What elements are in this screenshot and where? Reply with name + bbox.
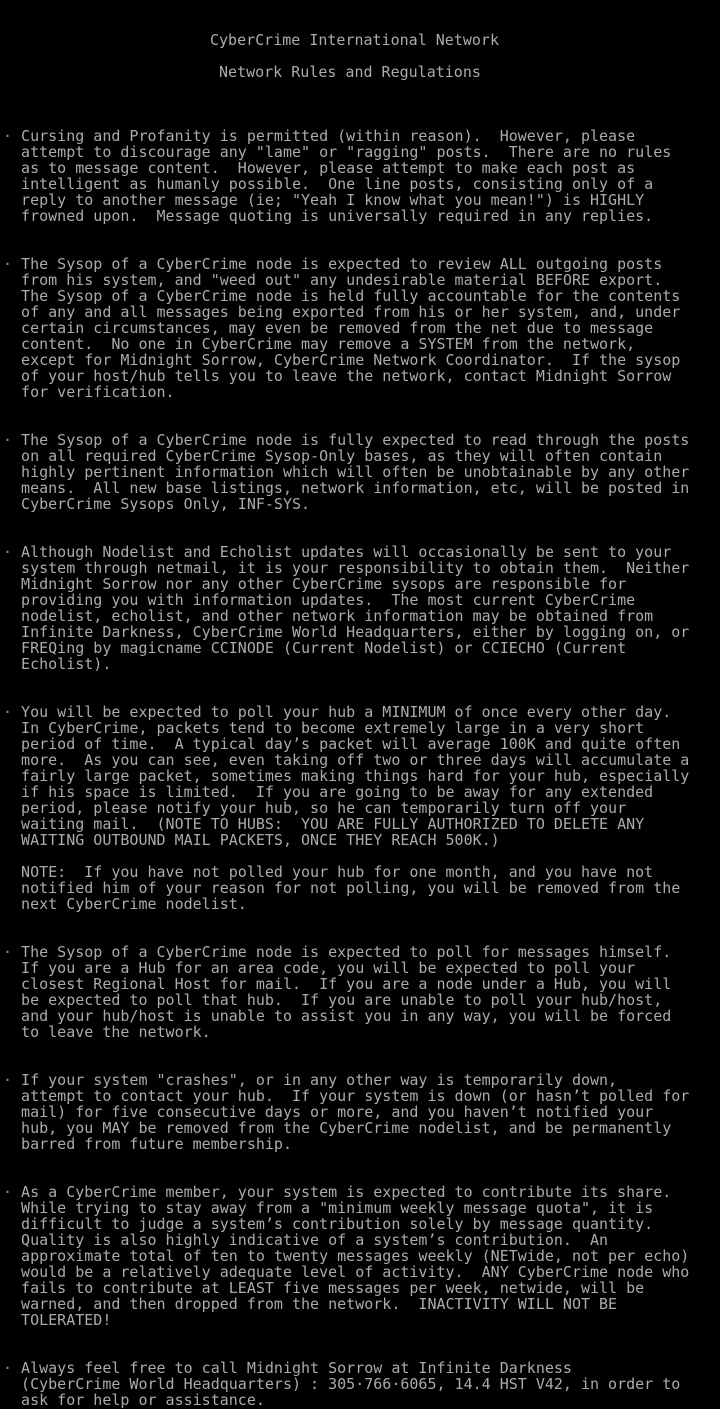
text-line: · You will be expected to poll your hub a MINIMUM of once every other day. <box>3 703 672 721</box>
text-line: next CyberCrime nodelist. <box>3 895 247 913</box>
bullet-icon: · <box>3 127 13 145</box>
note-paragraph <box>3 864 680 912</box>
text-line: · Always feel free to call Midnight Sorrow at Infinite Darkness <box>3 1359 572 1377</box>
text-line: of your host/hub tells you to leave the network, contact Midnight Sorrow <box>3 367 672 385</box>
bullet-icon: · <box>3 943 13 961</box>
text-line: system through netmail, it is your responsibility to obtain them. Neither <box>3 559 690 577</box>
text-line: period, please notify your hub, so he can temporarily turn off your <box>3 799 627 817</box>
text-line: · The Sysop of a CyberCrime node is expected to review ALL outgoing posts <box>3 255 663 273</box>
text-line: Quality is also highly indicative of a system’s contribution. An <box>3 1231 609 1249</box>
text-line: except for Midnight Sorrow, CyberCrime Network Coordinator. If the sysop <box>3 351 681 369</box>
text-line: of any and all messages being exported from his or her system, and, under <box>3 303 681 321</box>
text-line: · If your system "crashes", or in any other way is temporarily down, <box>3 1071 618 1089</box>
text-line: fails to contribute at LEAST five messages per week, netwide, will be <box>3 1279 645 1297</box>
bullet-icon: · <box>3 431 13 449</box>
text-line: closest Regional Host for mail. If you are a node under a Hub, you will <box>3 975 672 993</box>
text-line: from his system, and "weed out" any undesirable material BEFORE export. <box>3 271 663 289</box>
text-line: period of time. A typical day’s packet will average 100K and quite often <box>3 735 681 753</box>
rule-paragraph <box>3 1184 689 1328</box>
text-line: attempt to discourage any "lame" or "ragging" posts. There are no rules <box>3 143 672 161</box>
text-line: to leave the network. <box>3 1023 211 1041</box>
rule-paragraph <box>3 256 680 400</box>
text-line: · Although Nodelist and Echolist updates will occasionally be sent to your <box>3 543 672 561</box>
rule-paragraph <box>3 704 689 848</box>
text-line: While trying to stay away from a "minimum weekly message quota", it is <box>3 1199 654 1217</box>
rule-paragraph <box>3 1072 689 1152</box>
text-line: FREQing by magicname CCINODE (Current Nodelist) or CCIECHO (Current <box>3 639 627 657</box>
bullet-icon: · <box>3 1183 13 1201</box>
text-line: nodelist, echolist, and other network information may be obtained from <box>3 607 654 625</box>
text-line: highly pertinent information which will often be unobtainable by any other <box>3 463 690 481</box>
rule-paragraph <box>3 944 671 1040</box>
text-line: The Sysop of a CyberCrime node is held fully accountable for the contents <box>3 287 681 305</box>
rule-paragraph <box>3 432 689 512</box>
text-line: · As a CyberCrime member, your system is expected to contribute its share. <box>3 1183 672 1201</box>
text-line: for verification. <box>3 383 175 401</box>
text-line: if his space is limited. If you are going to be away for any extended <box>3 783 654 801</box>
text-line: as to message content. However, please attempt to make each post as <box>3 159 636 177</box>
bullet-icon: · <box>3 1071 13 1089</box>
bullet-icon: · <box>3 255 13 273</box>
text-line: intelligent as humanly possible. One line posts, consisting only of a <box>3 175 654 193</box>
text-line: WAITING OUTBOUND MAIL PACKETS, ONCE THEY REACH 500K.) <box>3 831 500 849</box>
text-line: and your hub/host is unable to assist you in any way, you will be forced <box>3 1007 672 1025</box>
text-line: Infinite Darkness, CyberCrime World Headquarters, either by logging on, or <box>3 623 690 641</box>
bullet-icon: · <box>3 1359 13 1377</box>
text-line: waiting mail. (NOTE TO HUBS: YOU ARE FULLY AUTHORIZED TO DELETE ANY <box>3 815 645 833</box>
bullet-icon: · <box>3 543 13 561</box>
text-line: Midnight Sorrow nor any other CyberCrime sysops are responsible for <box>3 575 627 593</box>
rule-paragraph <box>3 544 689 672</box>
text-line: attempt to contact your hub. If your system is down (or hasn’t polled for <box>3 1087 690 1105</box>
text-line: on all required CyberCrime Sysop-Only bases, as they will often contain <box>3 447 663 465</box>
text-line: barred from future membership. <box>3 1135 292 1153</box>
text-line: approximate total of ten to twenty messages weekly (NETwide, not per echo) <box>3 1247 690 1265</box>
text-line: mail) for five consecutive days or more, and you haven’t notified your <box>3 1103 654 1121</box>
text-line: notified him of your reason for not polling, you will be removed from the <box>3 879 681 897</box>
text-line: warned, and then dropped from the network. INACTIVITY WILL NOT BE <box>3 1295 618 1313</box>
text-line: be expected to poll that hub. If you are unable to poll your hub/host, <box>3 991 663 1009</box>
text-line: means. All new base listings, network information, etc, will be posted in <box>3 479 690 497</box>
text-line: frowned upon. Message quoting is universally required in any replies. <box>3 207 654 225</box>
text-line: would be a relatively adequate level of activity. ANY CyberCrime node who <box>3 1263 690 1281</box>
rule-paragraph <box>3 128 671 224</box>
text-line: NOTE: If you have not polled your hub for one month, and you have not <box>3 863 654 881</box>
text-line: difficult to judge a system’s contribution solely by message quantity. <box>3 1215 654 1233</box>
text-line: providing you with information updates. The most current CyberCrime <box>3 591 636 609</box>
text-line: TOLERATED! <box>3 1311 112 1329</box>
text-line: more. As you can see, even taking off two or three days will accumulate a <box>3 751 690 769</box>
text-line: fairly large packet, sometimes making things hard for your hub, especially <box>3 767 690 785</box>
text-line: · The Sysop of a CyberCrime node is fully expected to read through the posts <box>3 431 690 449</box>
text-line: CyberCrime Sysops Only, INF-SYS. <box>3 495 311 513</box>
text-line: certain circumstances, may even be removed from the net due to message <box>3 319 654 337</box>
bullet-icon: · <box>3 703 13 721</box>
text-line: If you are a Hub for an area code, you will be expected to poll your <box>3 959 636 977</box>
text-line: content. No one in CyberCrime may remove a SYSTEM from the network, <box>3 335 636 353</box>
text-line: · The Sysop of a CyberCrime node is expected to poll for messages himself. <box>3 943 672 961</box>
text-line: reply to another message (ie; "Yeah I know what you mean!") is HIGHLY <box>3 191 645 209</box>
text-line: In CyberCrime, packets tend to become extremely large in a very short <box>3 719 645 737</box>
rule-paragraph <box>3 1360 680 1408</box>
text-line: hub, you MAY be removed from the CyberCrime nodelist, and be permanently <box>3 1119 672 1137</box>
text-line: · Cursing and Profanity is permitted (within reason). However, please <box>3 127 636 145</box>
document-subtitle: Network Rules and Regulations <box>219 63 481 81</box>
text-line: Echolist). <box>3 655 112 673</box>
text-line: (CyberCrime World Headquarters) : 305·766·6065, 14.4 HST V42, in order to <box>3 1375 681 1393</box>
text-line: ask for help or assistance. <box>3 1391 265 1409</box>
document-title: CyberCrime International Network <box>210 31 499 49</box>
